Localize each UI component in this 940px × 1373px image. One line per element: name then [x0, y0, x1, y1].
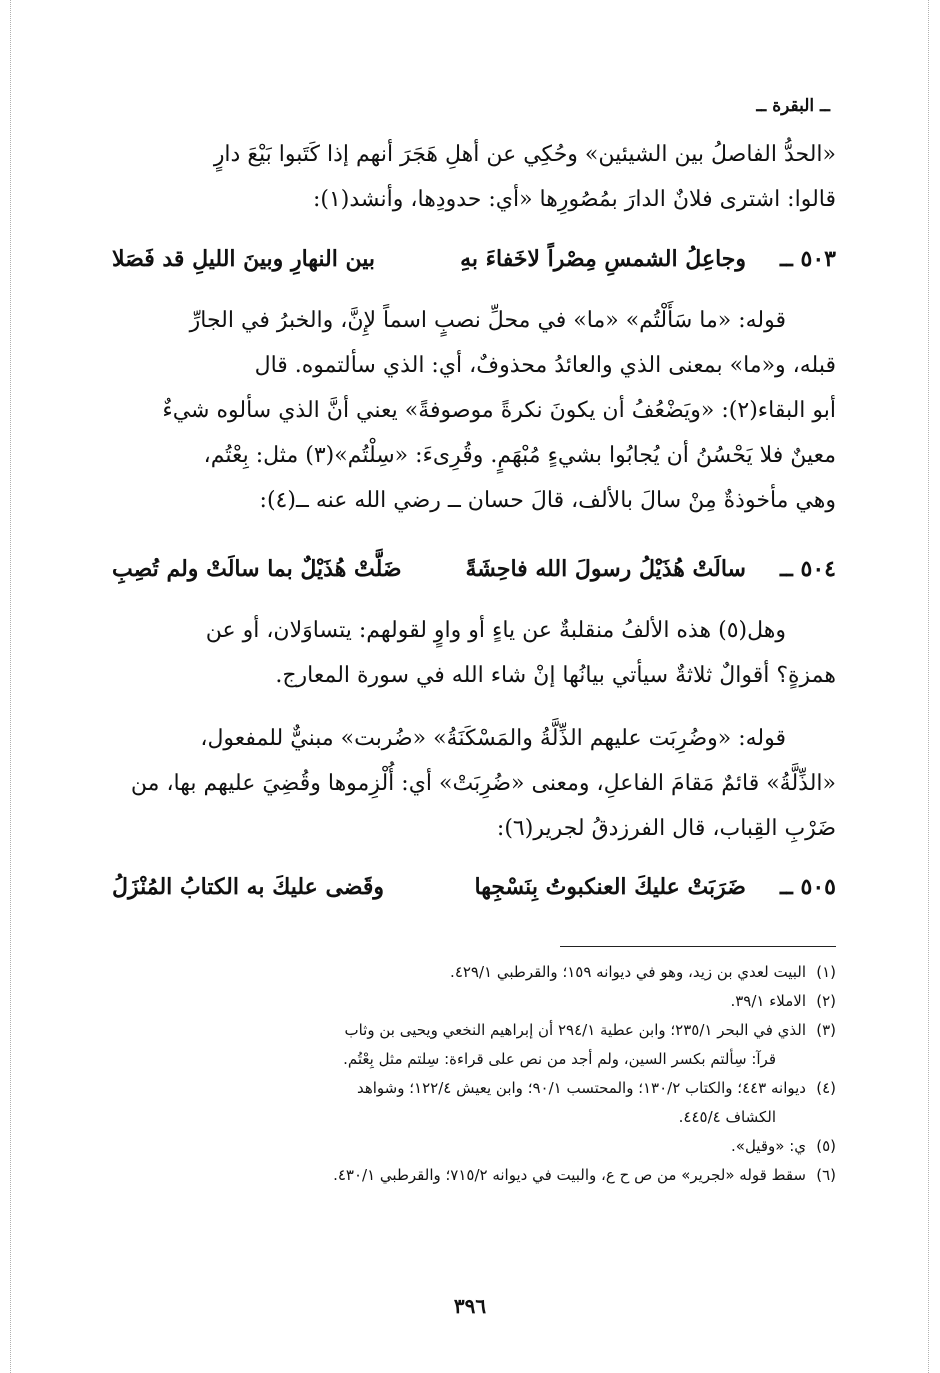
text-line: «الذِّلَّةُ» قائمٌ مَقامَ الفاعلِ، ومعنى «ضُرِبَتْ» أي: أُلْزِموها وقُضِيَ عليهم بها، من [130, 771, 836, 796]
footnote-text: ي: «وقيل». [731, 1137, 806, 1155]
footnote-3 [112, 1016, 836, 1045]
page-edge-right [928, 0, 929, 1373]
footnote-separator [560, 946, 836, 947]
text-line: وهي مأخوذةٌ مِنْ سالَ بالألف، قالَ حسان ــ رضي الله عنه ــ(٤): [259, 488, 836, 513]
footnote-number: (٥) [816, 1137, 836, 1155]
footnote-2 [112, 987, 836, 1016]
footnote-text: ديوانه ٤٤٣؛ والكتاب ١٣٠/٢؛ والمحتسب ٩٠/١؛ وابن يعيش ١٢٢/٤؛ وشواهد [356, 1079, 806, 1097]
text-line: همزةٍ؟ أقوالٌ ثلاثةٌ سيأتي بيانُها إنْ شاء الله في سورة المعارج. [275, 663, 836, 688]
text-line: أبو البقاء(٢): «ويَضْعُفُ أن يكونَ نكرةً موصوفةً» يعني أنَّ الذي سألوه شيءٌ [162, 398, 836, 423]
footnote-number: (٤) [816, 1079, 836, 1097]
page-number: ٣٩٦ [453, 1294, 487, 1318]
paragraph-1 [112, 132, 836, 222]
verse-hemistich-second: ضَلَّتْ هُذَيْلٌ بما سالَتْ ولم تُصِبِ [112, 556, 402, 582]
footnote-4-continuation: الكشاف ٤٤٥/٤. [678, 1108, 776, 1126]
paragraph-3 [112, 608, 836, 698]
text-line: ضَرْبِ القِباب، قال الفرزدقُ لجرير(٦): [496, 816, 836, 841]
verse-hemistich-first: وجاعِلُ الشمسِ مِصْراً لاخَفاءَ بهِ [460, 246, 746, 272]
verse-hemistich-second: بين النهارِ وبينَ الليلِ قد فَصَلا [112, 246, 376, 272]
footnotes [112, 958, 836, 1190]
footnote-number: (٣) [816, 1021, 836, 1039]
verse-504 [112, 550, 836, 594]
paragraph-2 [112, 298, 836, 523]
text-line: «الحدُّ الفاصلُ بين الشيئين» وحُكِي عن أهلِ هَجَرَ أنهم إذا كَتَبوا بَيْعَ دارٍ [213, 142, 836, 167]
footnote-text: البيت لعدي بن زيد، وهو في ديوانه ١٥٩؛ والقرطبي ٤٢٩/١. [450, 963, 806, 981]
footnote-6 [112, 1161, 836, 1190]
text-line: قوله: «ما سَأَلْتُم» «ما» في محلِّ نصبٍ اسماً لإِنَّ، والخبرُ في الجارِّ [189, 308, 786, 333]
footnote-number: (١) [816, 963, 836, 981]
running-head: ــ البقرة ــ [756, 96, 830, 116]
footnote-3-continuation: قرآ: سِألتم بكسر السين، ولم أجد من نص على قراءة: سِلتم مثل بِعْتُم. [343, 1050, 776, 1068]
text-line: معينٌ فلا يَحْسُنُ أن يُجابُوا بشيءٍ مُبْهَمٍ. وقُرِىءَ: «سِلْتُم»(٣) مثل: بِعْتُم، [203, 443, 836, 468]
footnote-4 [112, 1074, 836, 1103]
footnote-number: (٦) [816, 1166, 836, 1184]
page-edge-left [10, 0, 11, 1373]
verse-hemistich-second: وقَضى عليكَ به الكتابُ المُنْزَلُ [112, 874, 385, 900]
text-line: قبله، و«ما» بمعنى الذي والعائدُ محذوفٌ، أي: الذي سألتموه. قال [254, 353, 836, 378]
verse-hemistich-first: ضَرَبَتْ عليكَ العنكبوتُ بِنَسْجِها [474, 874, 746, 900]
footnote-5 [112, 1132, 836, 1161]
text-line: وهل(٥) هذه الألفُ منقلبةٌ عن ياءٍ أو واوٍ لقولهم: يتساوَلان، أو عن [205, 618, 786, 643]
text-line: قوله: «وضُرِبَت عليهم الذِّلَّةُ والمَسْكَنَةُ» «ضُربت» مبنيٌّ للمفعول، [200, 726, 786, 751]
verse-number: ٥٠٤ ــ [779, 556, 836, 582]
verse-hemistich-first: سالَتْ هُذَيْلُ رسولَ الله فاحِشَةً [465, 556, 746, 582]
paragraph-4 [112, 716, 836, 851]
verse-number: ٥٠٥ ــ [779, 874, 836, 900]
verse-number: ٥٠٣ ــ [779, 246, 836, 272]
footnote-1 [112, 958, 836, 987]
verse-503 [112, 240, 836, 284]
footnote-number: (٢) [816, 992, 836, 1010]
verse-505 [112, 868, 836, 912]
footnote-text: الذي في البحر ٢٣٥/١؛ وابن عطية ٢٩٤/١ أن إبراهيم النخعي ويحيى بن وثاب [344, 1021, 806, 1039]
footnote-text: سقط قوله «لجرير» من ص ح ع، والبيت في ديوانه ٧١٥/٢؛ والقرطبي ٤٣٠/١. [333, 1166, 806, 1184]
text-line: قالوا: اشترى فلانٌ الدارَ بمُصُورِها «أي: حدودِها، وأنشد(١): [312, 187, 836, 212]
footnote-text: الاملاء ٣٩/١. [730, 992, 806, 1010]
